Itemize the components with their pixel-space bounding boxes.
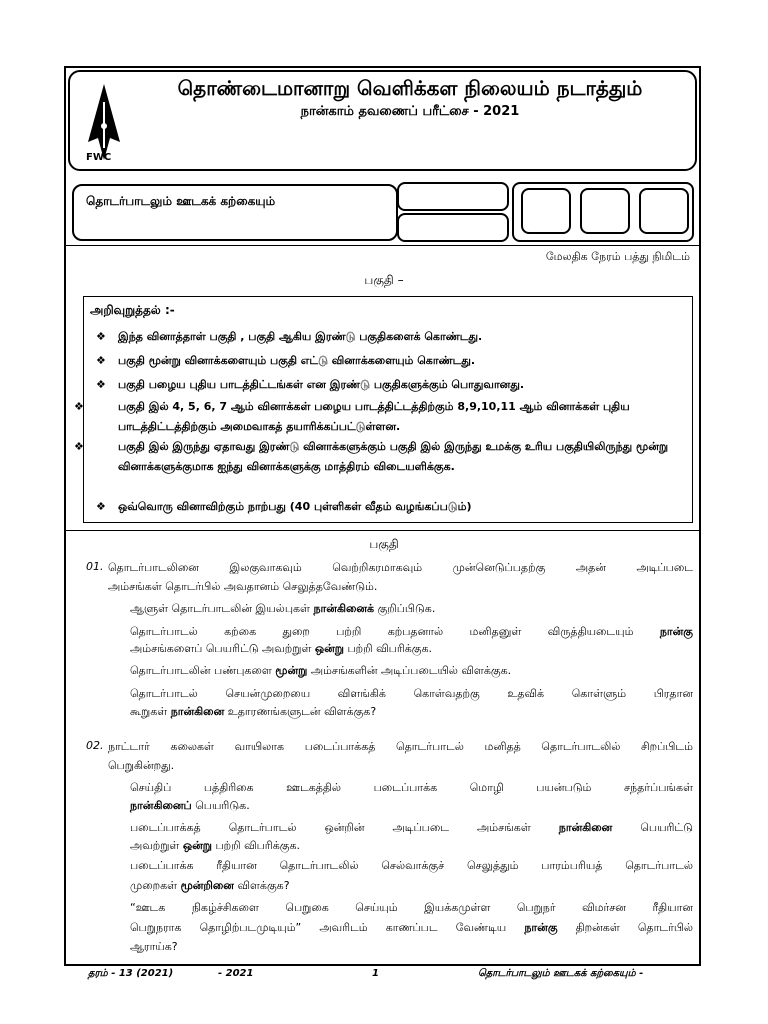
instruction-item: ❖ பகுதி பழைய புதிய பாடத்திட்டங்கள் என இரண்டு பகுதிகளுக்கும் பொதுவானது. xyxy=(96,375,681,395)
footer-year: - 2021 xyxy=(218,968,254,979)
subject-name: தொடர்பாடலும் ஊடகக் கற்கையும் xyxy=(86,194,276,208)
sub-question: நான்கினைப் பெயரிடுக. xyxy=(130,799,250,812)
instructions-box xyxy=(74,296,693,523)
diamond-bullet-icon: ❖ xyxy=(96,500,106,513)
page-number: 1 xyxy=(372,968,379,979)
subject-box xyxy=(72,184,398,241)
sub-question: “ஊடக நிகழ்ச்சிகளை பெறுகை செய்யும் இயக்கமுள்ள பெறுநர் விமர்சன ரீதியான xyxy=(130,901,693,914)
sub-question: அவற்றுள் ஒன்று பற்றி விபரிக்குக. xyxy=(130,839,300,852)
sub-question: செய்திப் பத்திரிகை ஊடகத்தில் படைப்பாக்க மொழி பயன்படும் சந்தர்ப்பங்கள் xyxy=(130,781,693,794)
sub-question: கூறுகள் நான்கினை உதாரணங்களுடன் விளக்குக? xyxy=(130,705,377,718)
question-number: 01. xyxy=(86,560,104,573)
diamond-bullet-icon: ❖ xyxy=(96,330,106,343)
part-heading: பகுதி – xyxy=(364,273,404,287)
instruction-item: ❖ பகுதி இல் இருந்து ஏதாவது இரண்டு வினாக்களுக்கும் பகுதி இல் இருந்து உமக்கு உரிய பகுதியிலிருந்து மூன்று வினாக்களுக்குமாக ஐந்து வினாக்களுக்கு மாத்திரம் விடையளிக்குக. xyxy=(96,437,683,477)
instruction-item: ❖ பகுதி மூன்று வினாக்களையும் பகுதி எட்டு வினாக்களையும் கொண்டது. xyxy=(96,351,681,371)
diamond-bullet-icon: ❖ xyxy=(96,378,106,391)
sub-question: முறைகள் மூன்றினை விளக்குக? xyxy=(130,879,290,892)
sub-question: ஆராய்க? xyxy=(130,940,178,953)
instruction-item: ❖ பகுதி இல் 4, 5, 6, 7 ஆம் வினாக்கள் பழைய பாடத்திட்டத்திற்கும் 8,9,10,11 ஆம் வினாக்கள் புதிய பாடத்திட்டத்திற்கும் அமைவாகத் தயாரிக்கப்பட்டுள்ளன. xyxy=(96,397,683,437)
divider xyxy=(66,530,699,531)
question-stem: அம்சங்கள் தொடர்பில் அவதானம் செலுத்தவேண்டும். xyxy=(108,580,378,593)
sub-question: பெறுநராக தொழிற்படமுடியும்” அவரிடம் காணப்பட வேண்டிய நான்கு திறன்கள் தொடர்பில் xyxy=(130,921,693,934)
sub-question: படைப்பாக்க ரீதியான தொடர்பாடலில் செல்வாக்குச் செலுத்தும் பாரம்பரியத் தொடர்பாடல் xyxy=(130,859,693,872)
diamond-bullet-icon: ❖ xyxy=(74,400,84,413)
index-box-top xyxy=(397,182,509,211)
code-box-1 xyxy=(521,188,571,234)
index-box-group xyxy=(397,182,509,242)
pen-nib-logo-icon xyxy=(82,82,126,162)
part-heading: பகுதி xyxy=(369,537,399,551)
exam-subtitle: நான்காம் தவணைப் பரீட்சை - 2021 xyxy=(300,104,520,119)
sub-question: தொடர்பாடல் கற்கை துறை பற்றி கற்பதனால் மனிதனுள் விருத்தியடையும் நான்கு xyxy=(130,625,693,638)
footer-grade: தரம் - 13 (2021) xyxy=(88,968,174,979)
divider xyxy=(66,245,699,246)
sub-question: அம்சங்களைப் பெயரிட்டு அவற்றுள் ஒன்று பற்றி விபரிக்குக. xyxy=(130,642,433,655)
question-number: 02. xyxy=(86,739,104,752)
sub-question: தொடர்பாடலின் பண்புகளை மூன்று அம்சங்களின் அடிப்படையில் விளக்குக. xyxy=(130,664,512,677)
logo-label: FWC xyxy=(86,152,112,163)
sub-question: ஆளுள் தொடர்பாடலின் இயல்புகள் நான்கினைக் குறிப்பிடுக. xyxy=(130,602,436,615)
question-stem: நாட்டார் கலைகள் வாயிலாக படைப்பாக்கத் தொடர்பாடல் மனிதத் தொடர்பாடலில் சிறப்பிடம் xyxy=(108,740,693,753)
instruction-item: ❖ ஒவ்வொரு வினாவிற்கும் நாற்பது (40 புள்ளிகள் வீதம் வழங்கப்படும்) xyxy=(96,497,681,517)
sub-question: படைப்பாக்கத் தொடர்பாடல் ஒன்றின் அடிப்படை அம்சங்கள் நான்கினை பெயரிட்டு xyxy=(130,821,693,834)
instruction-item: ❖ இந்த வினாத்தாள் பகுதி , பகுதி ஆகிய இரண்டு பகுதிகளைக் கொண்டது. xyxy=(96,327,681,347)
code-box-2 xyxy=(580,188,630,234)
diamond-bullet-icon: ❖ xyxy=(96,354,106,367)
index-box-bottom xyxy=(397,213,509,242)
sub-question: தொடர்பாடல் செயன்முறையை விளங்கிக் கொள்வதற்கு உதவிக் கொள்ளும் பிரதான xyxy=(130,687,693,700)
question-stem: தொடர்பாடலினை இலகுவாகவும் வெற்றிகரமாகவும் முன்னெடுப்பதற்கு அதன் அடிப்படை xyxy=(108,561,693,574)
exam-title: தொண்டைமானாறு வெளிக்கள நிலையம் நடாத்தும் xyxy=(177,76,643,100)
extra-time-note: மேலதிக நேரம் பத்து நிமிடம் xyxy=(545,250,690,263)
instructions-heading: அறிவுறுத்தல் :- xyxy=(90,303,175,317)
code-box-3 xyxy=(639,188,689,234)
diamond-bullet-icon: ❖ xyxy=(74,440,84,453)
footer-subject: தொடர்பாடலும் ஊடகக் கற்கையும் - xyxy=(478,968,644,979)
question-stem: பெறுகின்றது. xyxy=(108,759,175,772)
